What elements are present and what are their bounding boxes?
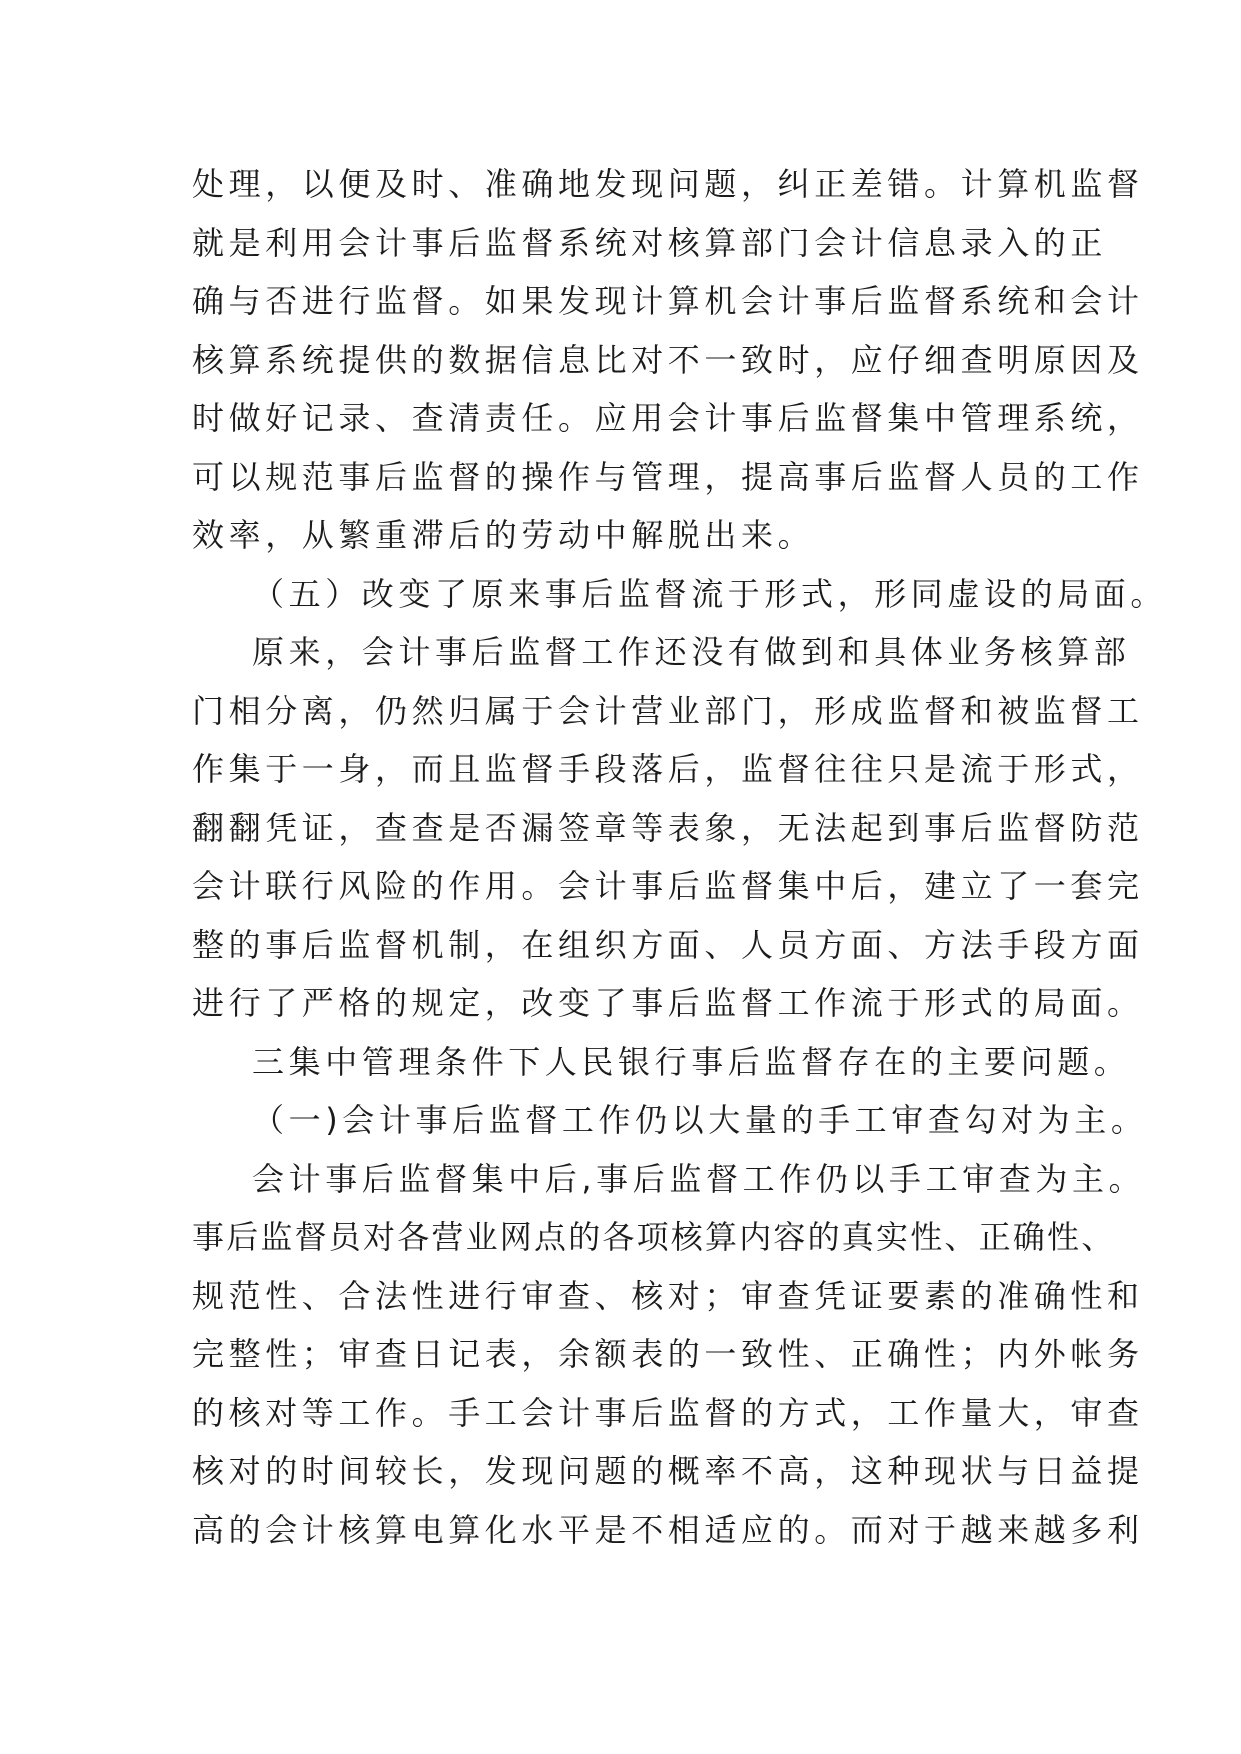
text-line: 完整性；审查日记表，余额表的一致性、正确性；内外帐务 [192, 1335, 1144, 1373]
text-line: 的核对等工作。手工会计事后监督的方式，工作量大，审查 [192, 1393, 1144, 1432]
text-line: 翻翻凭证，查查是否漏签章等表象，无法起到事后监督防范 [192, 808, 1144, 847]
paragraph-start: 原来，会计事后监督工作还没有做到和具体业务核算部 [252, 633, 1131, 671]
text-line: 门相分离，仍然归属于会计营业部门，形成监督和被监督工 [192, 691, 1144, 730]
text-line: 确与否进行监督。如果发现计算机会计事后监督系统和会计 [192, 282, 1144, 320]
text-line: 处理，以便及时、准确地发现问题，纠正差错。计算机监督 [192, 165, 1144, 203]
text-line: 时做好记录、查清责任。应用会计事后监督集中管理系统， [192, 399, 1144, 437]
text-line: 可以规范事后监督的操作与管理，提高事后监督人员的工作 [192, 457, 1144, 496]
text-line: 高的会计核算电算化水平是不相适应的。而对于越来越多利 [192, 1510, 1144, 1549]
body-text [192, 155, 1168, 1559]
text-line: 作集于一身，而且监督手段落后，监督往往只是流于形式， [192, 750, 1144, 788]
text-line: 整的事后监督机制，在组织方面、人员方面、方法手段方面 [192, 925, 1144, 964]
text-line: 事后监督员对各营业网点的各项核算内容的真实性、正确性、 [192, 1218, 1116, 1256]
section-heading: 三集中管理条件下人民银行事后监督存在的主要问题。 [252, 1042, 1131, 1081]
subsection-heading: （一)会计事后监督工作仍以大量的手工审查勾对为主。 [252, 1101, 1148, 1139]
text-line: 效率，从繁重滞后的劳动中解脱出来。 [192, 516, 815, 554]
text-line: 核对的时间较长，发现问题的概率不高，这种现状与日益提 [192, 1452, 1144, 1490]
text-line: 进行了严格的规定，改变了事后监督工作流于形式的局面。 [192, 984, 1144, 1022]
section-heading: （五）改变了原来事后监督流于形式，形同虚设的局面。 [252, 574, 1168, 613]
text-line: 会计联行风险的作用。会计事后监督集中后，建立了一套完 [192, 867, 1144, 905]
text-line: 就是利用会计事后监督系统对核算部门会计信息录入的正 [192, 223, 1108, 262]
paragraph-start: 会计事后监督集中后,事后监督工作仍以手工审查为主。 [252, 1159, 1146, 1198]
text-line: 规范性、合法性进行审查、核对；审查凭证要素的准确性和 [192, 1276, 1144, 1315]
text-line: 核算系统提供的数据信息比对不一致时，应仔细查明原因及 [192, 340, 1144, 379]
